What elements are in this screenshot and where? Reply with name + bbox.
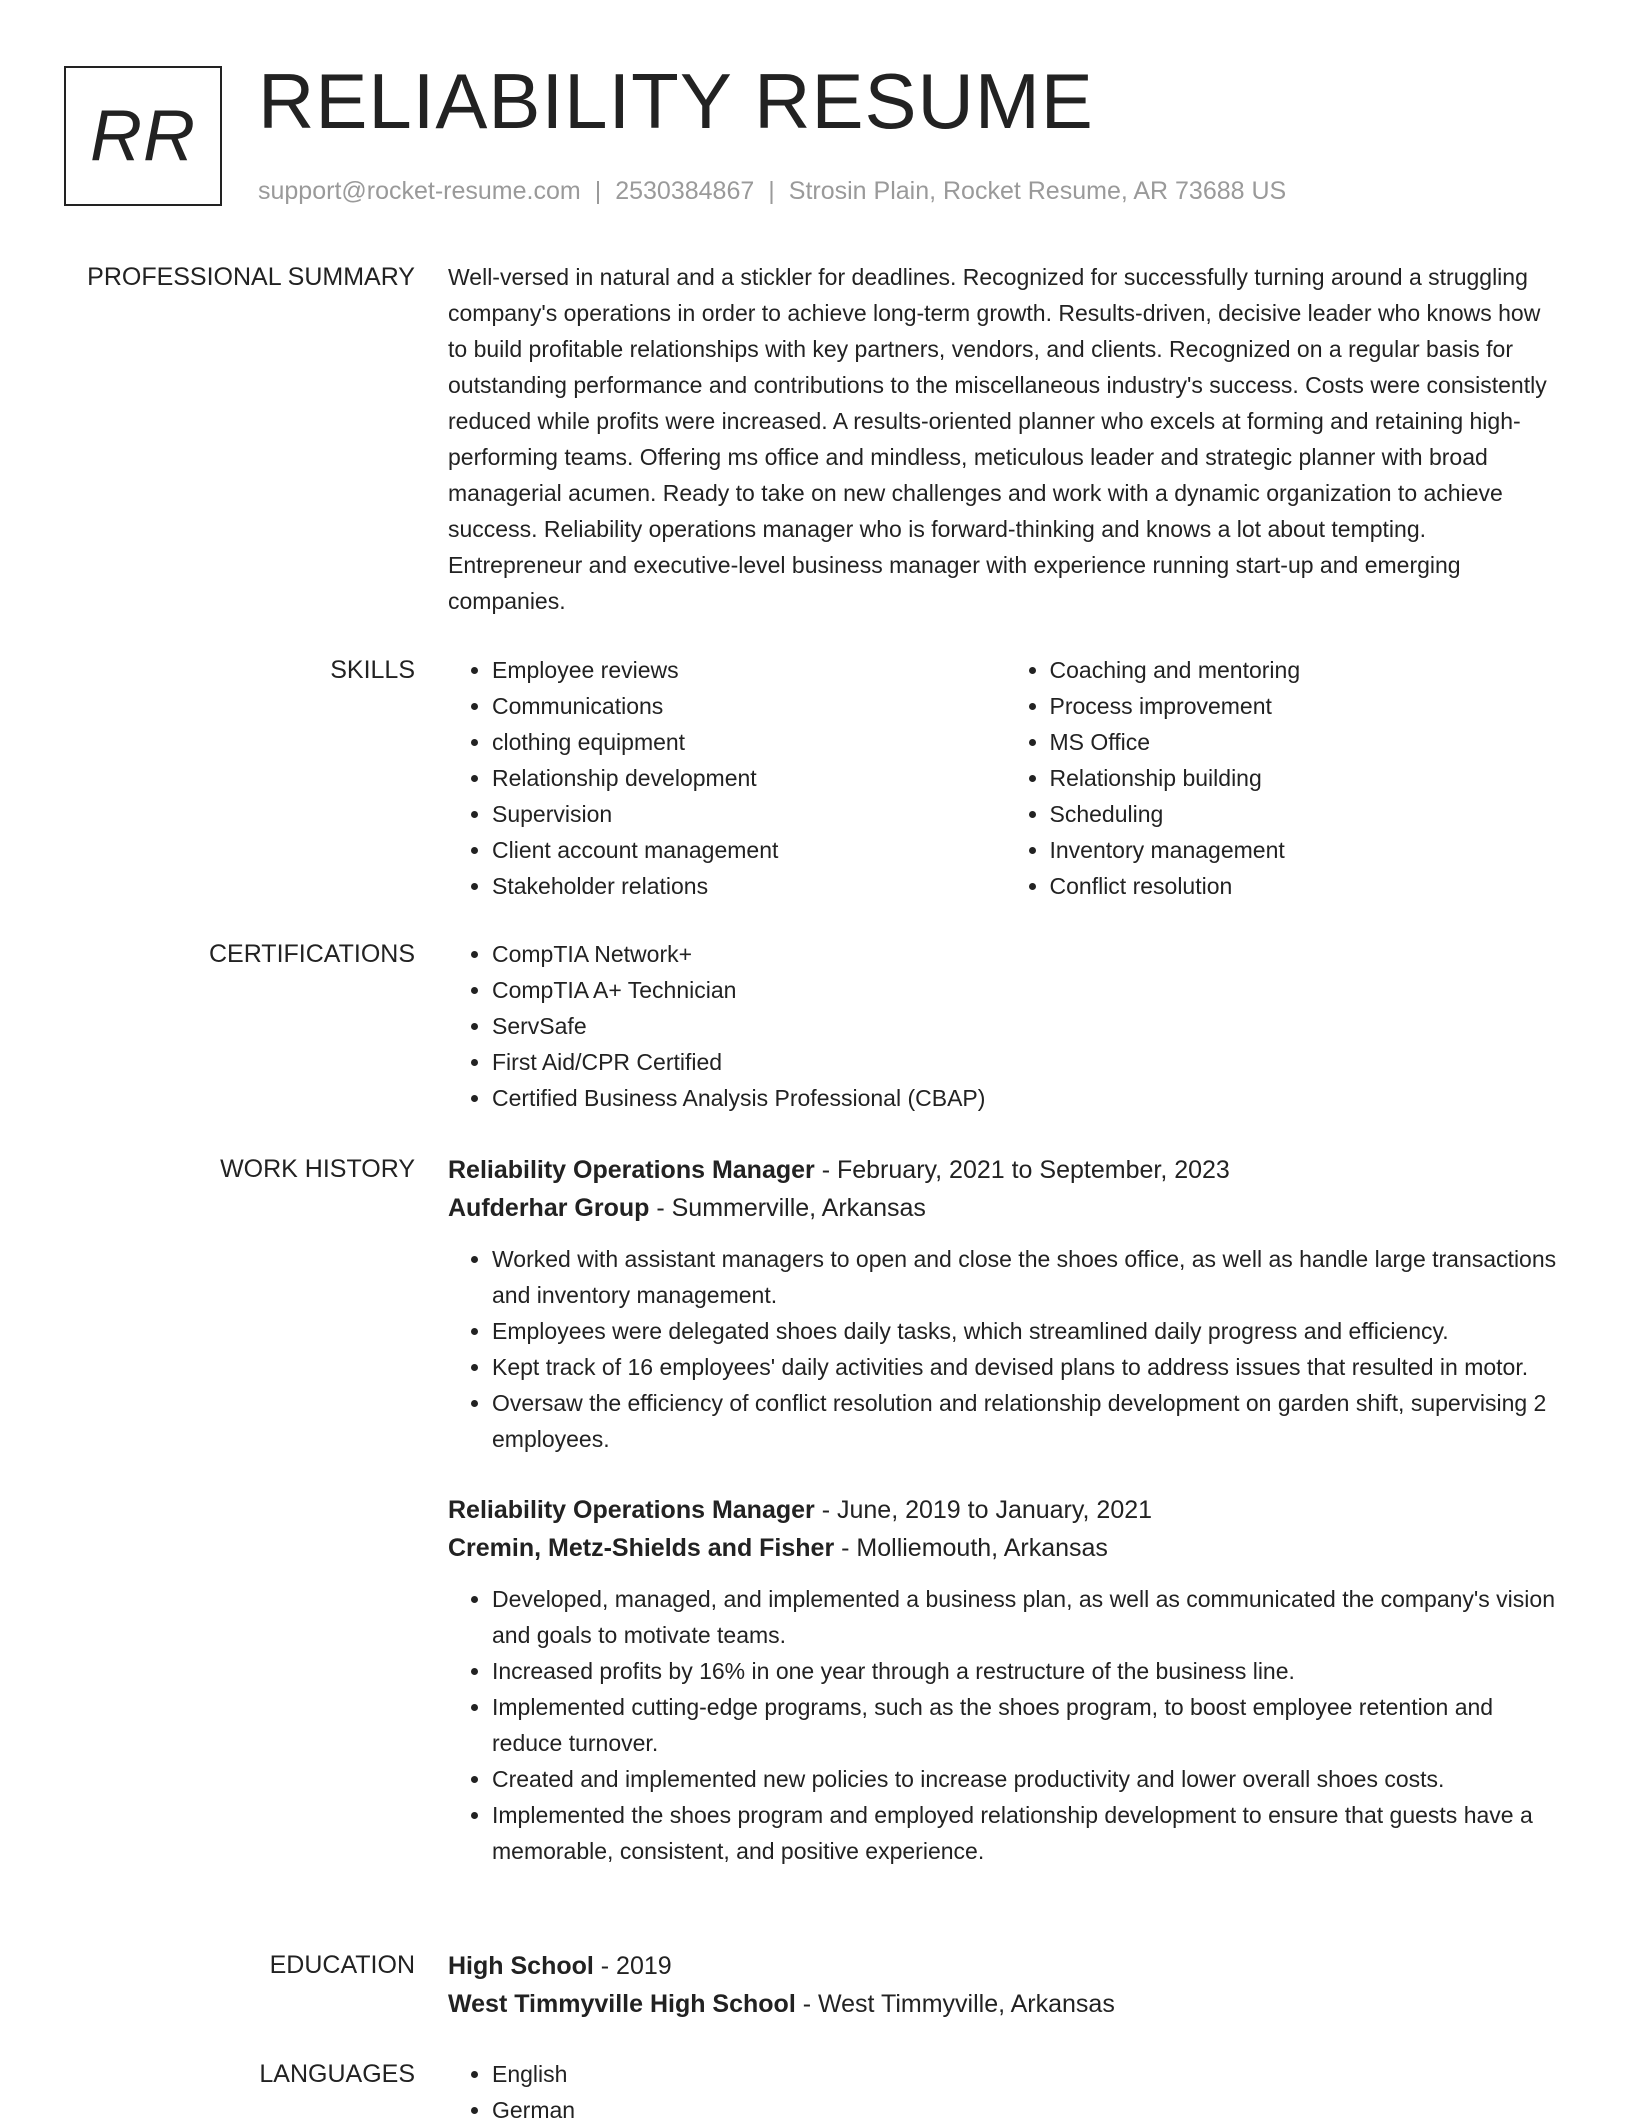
education-school-line [448, 1985, 1563, 2023]
job-bullet: • Worked with assistant managers to open and close the shoes office, as well as handle large transactions and inventory management. [492, 1241, 1563, 1313]
education-degree-line [448, 1947, 1563, 1985]
job-title-line [448, 1491, 1563, 1529]
education-heading: EDUCATION [269, 1951, 415, 1979]
skill-item: • Scheduling [1050, 796, 1564, 832]
education-year: - 2019 [593, 1952, 672, 1980]
skill-item: • Coaching and mentoring [1050, 652, 1564, 688]
work-history-content [448, 1151, 1563, 1869]
job-location: - Molliemouth, Arkansas [834, 1534, 1108, 1562]
skills-column-left [448, 652, 1006, 904]
certification-item: • CompTIA A+ Technician [492, 972, 1563, 1008]
certification-item: • ServSafe [492, 1008, 1563, 1044]
languages-heading: LANGUAGES [259, 2060, 415, 2088]
job-bullet: • Increased profits by 16% in one year through a restructure of the business line. [492, 1653, 1563, 1689]
education-content [448, 1947, 1563, 2023]
job-bullet: • Implemented cutting-edge programs, such as the shoes program, to boost employee retention and reduce turnover. [492, 1689, 1563, 1761]
education-location: - West Timmyville, Arkansas [795, 1990, 1115, 2018]
job-company-line [448, 1189, 1563, 1227]
contact-phone: 2530384867 [615, 177, 755, 205]
skills-heading: SKILLS [330, 656, 415, 684]
education-degree: High School [448, 1952, 594, 1980]
education-school: West Timmyville High School [448, 1990, 796, 2018]
contact-email: support@rocket-resume.com [258, 177, 581, 205]
skill-item: • Inventory management [1050, 832, 1564, 868]
job-entry [448, 1491, 1563, 1869]
job-dates: - February, 2021 to September, 2023 [814, 1156, 1230, 1184]
certifications-list [448, 936, 1563, 1116]
job-bullets [448, 1581, 1563, 1869]
contact-line [258, 174, 1286, 208]
job-bullet: • Kept track of 16 employees' daily activities and devised plans to address issues that resulted in motor. [492, 1349, 1563, 1385]
certification-item: • CompTIA Network+ [492, 936, 1563, 972]
skill-item: • clothing equipment [492, 724, 1006, 760]
skill-item: • Relationship building [1050, 760, 1564, 796]
skill-item: • Employee reviews [492, 652, 1006, 688]
job-company: Aufderhar Group [448, 1194, 650, 1222]
skills-column-right [1006, 652, 1564, 904]
certifications-heading: CERTIFICATIONS [208, 940, 415, 968]
job-bullet: • Oversaw the efficiency of conflict resolution and relationship development on garden shift, supervising 2 employees. [492, 1385, 1563, 1457]
job-title-line [448, 1151, 1563, 1189]
job-title: Reliability Operations Manager [448, 1496, 815, 1524]
job-dates: - June, 2019 to January, 2021 [814, 1496, 1153, 1524]
certification-item: • Certified Business Analysis Professional (CBAP) [492, 1080, 1563, 1116]
skill-item: • Communications [492, 688, 1006, 724]
certification-item: • First Aid/CPR Certified [492, 1044, 1563, 1080]
job-bullet: • Implemented the shoes program and employed relationship development to ensure that guests have a memorable, consistent, and positive experience. [492, 1797, 1563, 1869]
skill-item: • Client account management [492, 832, 1006, 868]
job-company: Cremin, Metz-Shields and Fisher [448, 1534, 835, 1562]
job-title: Reliability Operations Manager [448, 1156, 815, 1184]
contact-separator: | [594, 177, 602, 205]
skill-item: • Stakeholder relations [492, 868, 1006, 904]
skill-item: • Relationship development [492, 760, 1006, 796]
work-history-heading: WORK HISTORY [220, 1155, 415, 1183]
job-bullet: • Created and implemented new policies to increase productivity and lower overall shoes costs. [492, 1761, 1563, 1797]
job-company-line [448, 1529, 1563, 1567]
resume-name: RELIABILITY RESUME [258, 57, 1094, 145]
job-location: - Summerville, Arkansas [649, 1194, 926, 1222]
job-bullets [448, 1241, 1563, 1457]
contact-address: Strosin Plain, Rocket Resume, AR 73688 US [788, 177, 1287, 205]
summary-heading: PROFESSIONAL SUMMARY [87, 263, 415, 291]
skill-item: • Conflict resolution [1050, 868, 1564, 904]
skill-item: • Process improvement [1050, 688, 1564, 724]
skill-item: • Supervision [492, 796, 1006, 832]
job-entry [448, 1151, 1563, 1457]
contact-separator: | [768, 177, 775, 205]
job-bullet: • Employees were delegated shoes daily tasks, which streamlined daily progress and efficiency. [492, 1313, 1563, 1349]
summary-text: Well-versed in natural and a stickler for deadlines. Recognized for successfully turning around a struggling company's operations in order to achieve long-term growth. Results-driven, decisive leader who knows how to build profitable relationships with key partners, vendors, and clients. Recognized on a regular basis for outstanding performance and contributions to the miscellaneous industry's success. Costs were consistently reduced while profits were increased. A results-oriented planner who excels at forming and retaining high-performing teams. Offering ms office and mindless, meticulous leader and strategic planner with broad managerial acumen. Ready to take on new challenges and work with a dynamic organization to achieve success. Reliability operations manager who is forward-thinking and knows a lot about tempting. Entrepreneur and executive-level business manager with experience running start-up and emerging companies. [448, 264, 1547, 614]
skill-item: • MS Office [1050, 724, 1564, 760]
language-item: • German [492, 2092, 1563, 2128]
language-item: • English [492, 2056, 1563, 2092]
languages-list [448, 2056, 1563, 2128]
job-bullet: • Developed, managed, and implemented a business plan, as well as communicated the company's vision and goals to motivate teams. [492, 1581, 1563, 1653]
skills-list [448, 652, 1563, 904]
monogram-logo: RR [64, 66, 222, 206]
